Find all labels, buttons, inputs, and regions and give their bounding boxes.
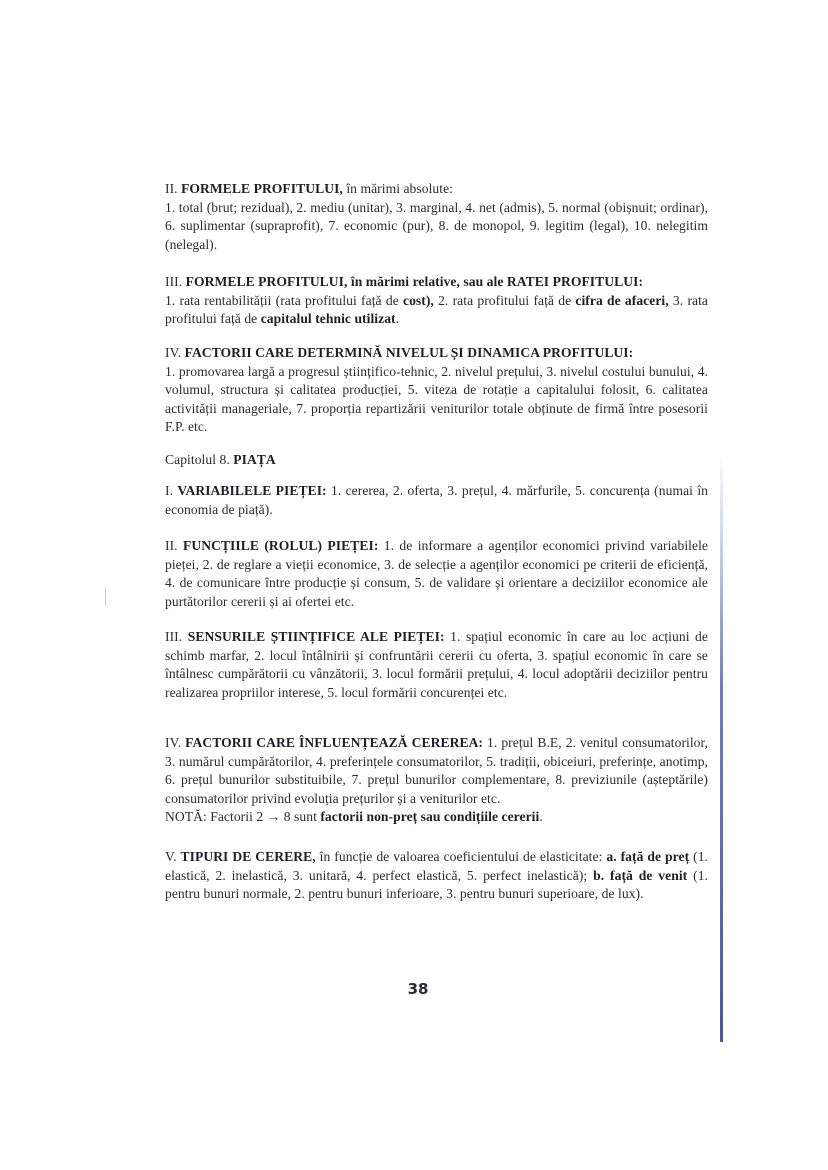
section-factorii-cererea	[165, 734, 708, 827]
section-heading: FORMELE PROFITULUI, în mărimi relative, sau ale RATEI PROFITULUI:	[185, 274, 644, 289]
section-numeral: V.	[165, 849, 177, 864]
label-fata-de-pret: a. față de preț	[606, 849, 690, 864]
body-fata-de-venit: (1. pentru bunuri normale, 2. pentru bunuri inferioare, 3. pentru bunuri superioare, de lux).	[165, 867, 708, 902]
section-heading: FACTORII CARE ÎNFLUENȚEAZĂ CEREREA:	[185, 735, 484, 750]
body-fata-de-pret: (1. elastică, 2. inelastică, 3. unitară, 4. perfect elastică, 5. perfect inelastică);	[165, 849, 708, 883]
label-fata-de-venit: b. față de venit	[593, 867, 688, 883]
section-variabilele-pietei	[165, 482, 708, 519]
section-body-part: 2. rata profitului față de	[433, 292, 576, 308]
note-prefix: NOTĂ: Factorii 2 → 8 sunt	[165, 809, 321, 825]
section-heading: FACTORII CARE DETERMINĂ NIVELUL ȘI DINAMICA PROFITULUI:	[184, 345, 634, 360]
section-body: 1. de informare a agenților economici privind variabilele pieței, 2. de reglare a vieții economice, 3. de selecție a agenților economici pe criterii de eficiență, 4. de comunicare între producție și consum, 5. de validare și orientare a deciziilor economice ale purtătorilor cererii și ai ofertei etc.	[165, 538, 709, 609]
section-sensurile-pietei	[165, 628, 708, 702]
section-heading: FORMELE PROFITULUI,	[181, 181, 343, 196]
section-heading: VARIABILELE PIEȚEI:	[177, 483, 327, 498]
section-body: 1. spațiul economic în care au loc acțiuni de schimb marfar, 2. locul întâlnirii și confruntării cererii cu oferta, 3. spațiul economic în care se întâlnesc cumpărătorii cu vânzătorii, 3. locul formării prețului, 4. locul adoptării deciziilor pentru realizarea propriilor interese, 5. locul formării concurenței etc.	[165, 629, 708, 700]
section-heading: SENSURILE ȘTIINȚIFICE ALE PIEȚEI:	[187, 629, 445, 644]
page-number: 38	[407, 980, 429, 998]
section-body-bold-cost: cost),	[403, 292, 434, 308]
section-numeral: II.	[165, 181, 178, 196]
section-body: 1. total (brut; rezidual), 2. mediu (unitar), 3. marginal, 4. net (admis), 5. normal (obișnuit; ordinar), 6. suplimentar (supraprofit), 7. economic (pur), 8. de monopol, 9. legitim (legal), 10. nelegitim (nelegal).	[165, 199, 708, 252]
chapter-heading	[165, 451, 708, 470]
scan-mark	[105, 588, 106, 606]
note-suffix: .	[539, 809, 543, 825]
section-heading: TIPURI DE CERERE,	[180, 849, 316, 864]
section-numeral: I.	[165, 483, 174, 498]
section-body-part: .	[395, 311, 400, 327]
section-numeral: III.	[165, 629, 183, 644]
section-formele-profitului-relative	[165, 273, 708, 329]
section-numeral: II.	[165, 538, 178, 553]
section-body-part: 3. rata profitului față de	[165, 292, 709, 327]
section-body-bold-capital: capitalul tehnic utilizat	[260, 311, 396, 327]
section-body: 1. promovarea largă a progresul științifico-tehnic, 2. nivelul prețului, 3. nivelul costului bunului, 4. volumul, structura și calitatea producției, 5. viteza de rotație a capitalului folosit, 6. calitatea activității manageriale, 7. proporția repartizării veniturilor totale obținute de firmă între posesorii F.P. etc.	[165, 363, 708, 435]
section-numeral: IV.	[165, 735, 182, 750]
section-formele-profitului-absolute	[165, 180, 708, 254]
section-intro: în funcție de valoarea coeficientului de elasticitate:	[315, 849, 607, 864]
section-numeral: IV.	[165, 345, 182, 360]
section-heading: FUNCȚIILE (ROLUL) PIEȚEI:	[182, 538, 379, 553]
section-body-bold-cifra: cifra de afaceri,	[575, 292, 669, 308]
chapter-prefix: Capitolul 8.	[165, 452, 234, 467]
page-edge-rule	[720, 450, 723, 1042]
section-body-part: 1. rata rentabilității (rata profitului față de	[165, 292, 403, 308]
section-factorii-profitului	[165, 344, 708, 437]
section-body: 1. cererea, 2. oferta, 3. prețul, 4. mărfurile, 5. concurența (numai în economia de piață).	[165, 483, 708, 517]
section-numeral: III.	[165, 274, 183, 289]
chapter-title: PIAȚA	[233, 452, 276, 467]
section-heading-suffix: în mărimi absolute:	[342, 181, 453, 196]
section-functiile-pietei	[165, 537, 708, 611]
note-bold: factorii non-preț sau condițiile cererii	[320, 809, 540, 825]
section-tipuri-de-cerere	[165, 848, 708, 904]
section-body: 1. prețul B.E, 2. venitul consumatorilor, 3. numărul cumpărătorilor, 4. preferințele consumatorilor, 5. tradiții, obiceiuri, preferințe, anotimp, 6. prețul bunurilor substituibile, 7. prețul bunurilor complementare, 8. previziunile (așteptările) consumatorilor privind evoluția prețurilor și a veniturilor etc.	[165, 735, 708, 806]
